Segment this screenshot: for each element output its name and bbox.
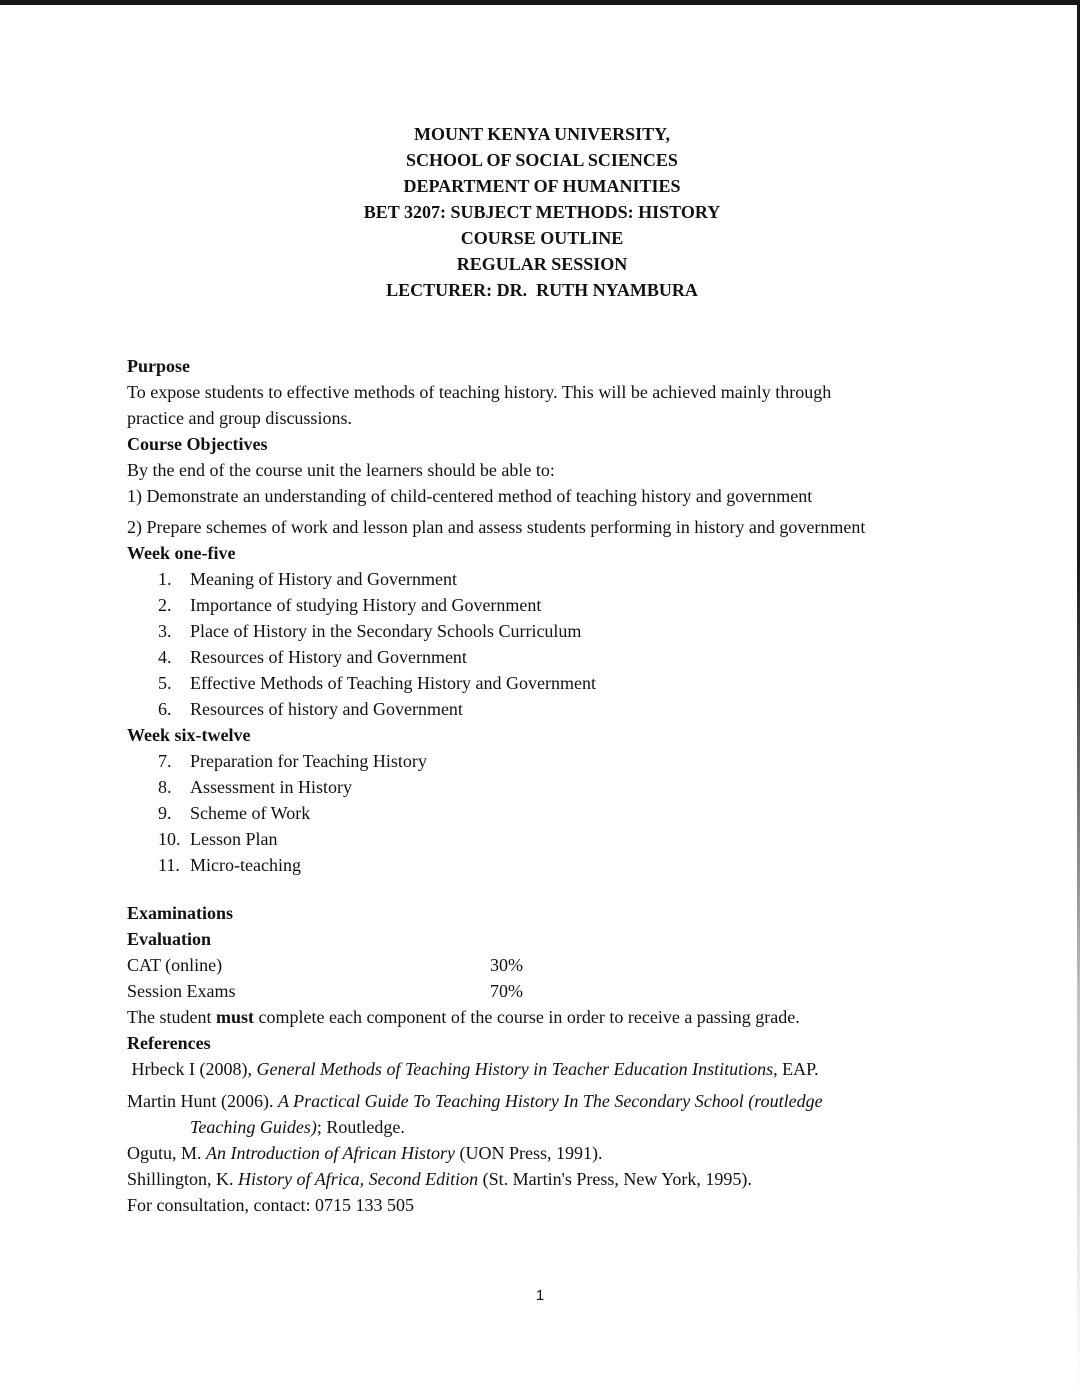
note-text: complete each component of the course in order to receive a passing grade. (254, 1007, 800, 1027)
list-item (127, 826, 957, 852)
reference-entry (127, 1056, 957, 1082)
reference-text: Martin Hunt (2006). (127, 1091, 278, 1111)
list-item-text: Assessment in History (190, 777, 352, 797)
header-line-course-outline: COURSE OUTLINE (460, 228, 624, 248)
purpose-text-line: To expose students to effective methods of teaching history. This will be achieved mainly through (127, 382, 832, 402)
reference-text: , EAP. (773, 1059, 819, 1079)
list-item-number: 7. (158, 751, 172, 771)
reference-text: (St. Martin's Press, New York, 1995). (478, 1169, 752, 1189)
reference-text: ; Routledge. (316, 1117, 405, 1137)
reference-title: History of Africa, Second Edition (238, 1169, 479, 1189)
reference-entry (127, 1088, 957, 1114)
list-item-number: 9. (158, 803, 172, 823)
list-item-text: Effective Methods of Teaching History and Government (190, 673, 596, 693)
reference-title: A Practical Guide To Teaching History In The Secondary School (routledge (277, 1091, 823, 1111)
objective-item: 1) Demonstrate an understanding of child-centered method of teaching history and government (127, 486, 813, 506)
list-item (127, 852, 957, 878)
document-header (127, 121, 957, 303)
list-item (127, 696, 957, 722)
examinations-heading: Examinations (127, 903, 234, 923)
list-item-text: Meaning of History and Government (190, 569, 457, 589)
evaluation-label: Session Exams (127, 981, 236, 1001)
week-six-twelve-section (127, 722, 957, 878)
reference-entry-continuation (127, 1114, 957, 1140)
header-line-lecturer: LECTURER: DR. RUTH NYAMBURA (386, 280, 698, 300)
list-item-text: Micro-teaching (190, 855, 301, 875)
objectives-intro: By the end of the course unit the learners should be able to: (127, 460, 555, 480)
examinations-section (127, 900, 957, 1218)
evaluation-heading: Evaluation (127, 929, 212, 949)
passing-grade-note (127, 1004, 957, 1030)
list-item-number: 11. (158, 855, 180, 875)
reference-entry (127, 1140, 957, 1166)
note-text: The student (127, 1007, 216, 1027)
week-one-five-heading: Week one-five (127, 543, 236, 563)
reference-text: Shillington, K. (127, 1169, 239, 1189)
reference-title: An Introduction of African History (206, 1143, 456, 1163)
list-item-number: 3. (158, 621, 172, 641)
list-item-number: 8. (158, 777, 172, 797)
reference-text: Hrbeck I (2008), (127, 1059, 257, 1079)
list-item (127, 670, 957, 696)
objective-item: 2) Prepare schemes of work and lesson plan and assess students performing in history and government (127, 517, 866, 537)
consultation-contact (127, 1192, 957, 1218)
list-item-text: Resources of History and Government (190, 647, 467, 667)
reference-text: (UON Press, 1991). (455, 1143, 603, 1163)
week-six-twelve-heading: Week six-twelve (127, 725, 251, 745)
objectives-section (127, 431, 957, 540)
references-heading: References (127, 1033, 211, 1053)
note-bold-text: must (215, 1007, 254, 1027)
header-line-department: DEPARTMENT OF HUMANITIES (403, 176, 681, 196)
reference-title: Teaching Guides) (190, 1117, 317, 1137)
list-item (127, 800, 957, 826)
evaluation-row (127, 952, 957, 978)
reference-title: General Methods of Teaching History in Teacher Education Institutions (256, 1059, 774, 1079)
purpose-text-line: practice and group discussions. (127, 408, 352, 428)
evaluation-value: 30% (490, 955, 523, 975)
header-line-course-code: BET 3207: SUBJECT METHODS: HISTORY (363, 202, 721, 222)
list-item-text: Preparation for Teaching History (190, 751, 427, 771)
list-item-text: Scheme of Work (190, 803, 311, 823)
document-content (127, 121, 957, 1218)
list-item (127, 774, 957, 800)
evaluation-value: 70% (490, 981, 523, 1001)
purpose-heading: Purpose (127, 356, 190, 376)
list-item-text: Resources of history and Government (190, 699, 463, 719)
list-item-text: Lesson Plan (190, 829, 278, 849)
list-item (127, 748, 957, 774)
list-item-text: Importance of studying History and Government (190, 595, 542, 615)
reference-text: For consultation, contact: 0715 133 505 (127, 1195, 414, 1215)
list-item (127, 644, 957, 670)
page-number: 1 (535, 1287, 545, 1304)
header-line-university: MOUNT KENYA UNIVERSITY, (414, 124, 670, 144)
list-item-number: 4. (158, 647, 172, 667)
list-item-number: 2. (158, 595, 172, 615)
evaluation-row (127, 978, 957, 1004)
reference-text: Ogutu, M. (127, 1143, 207, 1163)
scan-top-edge (0, 0, 1080, 5)
list-item (127, 566, 957, 592)
week-one-five-section (127, 540, 957, 722)
header-line-session: REGULAR SESSION (456, 254, 628, 274)
purpose-section (127, 353, 957, 431)
objectives-heading: Course Objectives (127, 434, 268, 454)
header-line-school: SCHOOL OF SOCIAL SCIENCES (406, 150, 678, 170)
reference-entry (127, 1166, 957, 1192)
list-item (127, 618, 957, 644)
list-item-number: 5. (158, 673, 172, 693)
evaluation-label: CAT (online) (127, 955, 223, 975)
list-item-number: 10. (158, 829, 181, 849)
list-item-number: 6. (158, 699, 172, 719)
list-item-text: Place of History in the Secondary Schools Curriculum (190, 621, 582, 641)
list-item (127, 592, 957, 618)
list-item-number: 1. (158, 569, 172, 589)
